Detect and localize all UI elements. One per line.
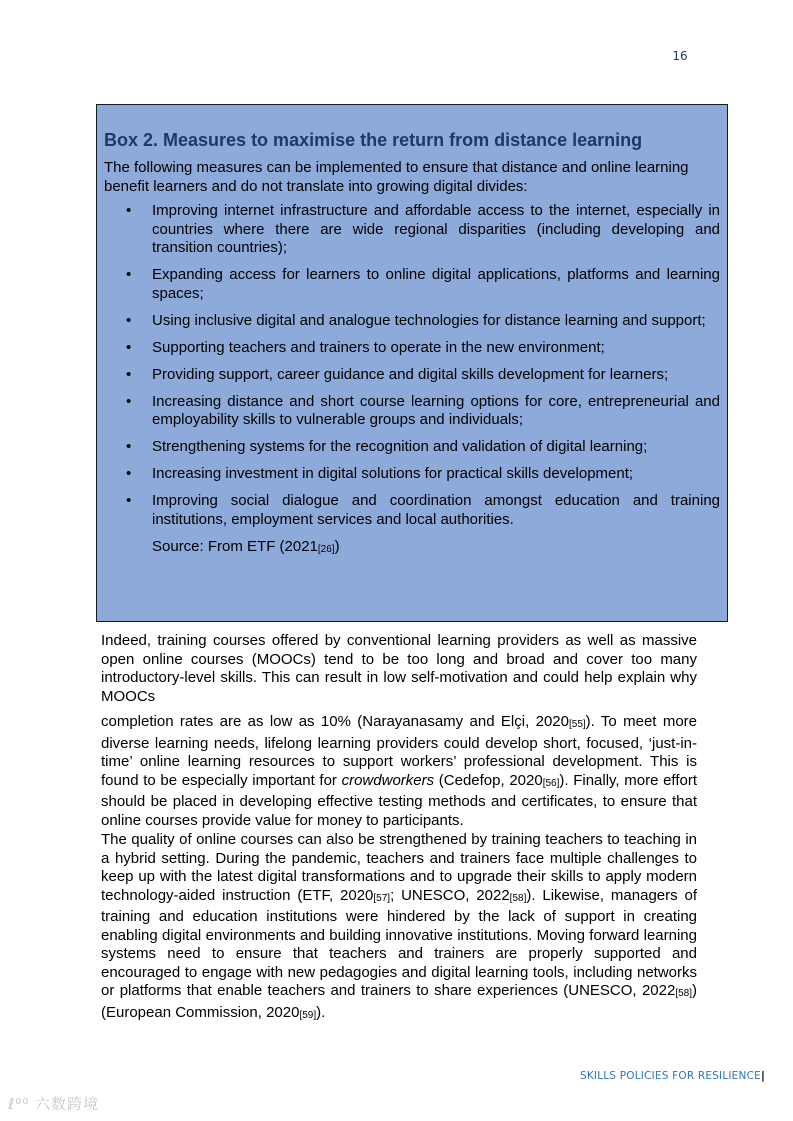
paragraph-text: completion rates are as low as 10% (Narayanasamy and Elçi, 2020	[101, 713, 569, 730]
source-text: Source: From ETF (2021	[152, 537, 318, 555]
paragraph-text: ). Finally, more effort should be placed in developing effective testing methods and certificates, to ensure that online courses provide value for money to participants.	[101, 771, 697, 829]
list-item	[126, 311, 720, 331]
bullet-icon: •	[126, 338, 132, 356]
citation-ref: [55]	[568, 719, 586, 730]
paragraph-text: ). To meet more diverse learning needs, lifelong learning providers could develop short, focused, ‘just-in-time’ online learning resources to support workers’ professional development. This is found to be especially important for	[101, 713, 698, 789]
list-item	[126, 392, 720, 430]
list-item	[126, 338, 720, 358]
list-item	[126, 365, 720, 385]
citation-ref: [56]	[542, 777, 560, 789]
list-item-text: Increasing investment in digital solutions for practical skills development;	[152, 465, 634, 482]
list-item-text: Expanding access for learners to online digital applications, platforms and learning spaces;	[152, 266, 720, 302]
bullet-icon: •	[126, 392, 132, 410]
citation-ref: [59]	[299, 1009, 317, 1021]
box-list	[104, 202, 720, 529]
running-footer	[560, 1070, 765, 1082]
list-item	[126, 266, 720, 303]
list-item-text: Providing support, career guidance and digital skills development for learners;	[152, 365, 669, 383]
body-paragraph-1: Indeed, training courses offered by conventional learning providers as well as massive open online courses (MOOCs) tend to be too long and broad and cover too many introductory-level skills. This can result in low self-motivation and could help explain why MOOCs	[101, 632, 697, 705]
list-item-text: Supporting teachers and trainers to operate in the new environment;	[152, 338, 605, 356]
citation-ref: [57]	[373, 892, 391, 904]
bullet-icon: •	[126, 202, 132, 219]
bullet-icon: •	[126, 311, 132, 329]
list-item-text: Using inclusive digital and analogue technologies for distance learning and support;	[152, 311, 706, 329]
list-item	[126, 202, 720, 258]
box-source	[152, 538, 720, 560]
list-item-text: Improving social dialogue and coordination amongst education and training institutions, employment services and local authorities.	[152, 492, 720, 528]
list-item	[126, 465, 720, 484]
list-item	[126, 438, 720, 457]
bullet-icon: •	[126, 465, 132, 482]
bullet-icon: •	[126, 365, 132, 383]
body-paragraph-2	[101, 713, 697, 830]
list-item	[126, 492, 720, 529]
watermark-logo: ℓ⁰⁰ 六数跨境	[8, 1095, 99, 1113]
paragraph-text: ).	[316, 1003, 326, 1021]
list-item-text: Strengthening systems for the recognition and validation of digital learning;	[152, 438, 648, 455]
list-item-text: Improving internet infrastructure and affordable access to the internet, especially in countries where there are wide regional disparities (including developing and transition countries);	[152, 202, 720, 256]
citation-ref: [58]	[509, 892, 527, 904]
paragraph-text: The quality of online courses can also be strengthened by training teachers to teaching in a hybrid setting. During the pandemic, teachers and trainers face multiple challenges to keep up with the latest digital transformations and to upgrade their skills to apply modern technology-aided instruction (ETF, 2020	[101, 831, 697, 904]
emphasis-text: crowdworkers	[341, 771, 435, 789]
bullet-icon: •	[126, 438, 132, 455]
paragraph-text: ; UNESCO, 2022	[390, 886, 510, 904]
info-box	[96, 104, 728, 622]
list-item-text: Increasing distance and short course learning options for core, entrepreneurial and employability skills to vulnerable groups and individuals;	[152, 392, 720, 428]
paragraph-text: ) (European Commission, 2020	[101, 982, 697, 1021]
paragraph-text: ). Likewise, managers of training and education institutions were hindered by the lack of support in creating enabling digital environments and building innovative institutions. Moving forward learning systems need to ensure that teachers and trainers are properly supported and encouraged to engage with new pedagogies and digital learning tools, including networks or platforms that enable teachers and trainers to share experiences (UNESCO, 2022	[101, 886, 697, 999]
bullet-icon: •	[126, 266, 132, 283]
citation-ref: [26]	[317, 543, 335, 555]
body-paragraph-3	[101, 831, 697, 1025]
page-number: 16	[672, 49, 688, 63]
citation-ref: [58]	[675, 988, 692, 999]
footer-title: SKILLS POLICIES FOR RESILIENCE	[579, 1070, 761, 1082]
paragraph-text: (Cedefop, 2020	[434, 771, 543, 789]
box-title: Box 2. Measures to maximise the return from distance learning	[104, 130, 643, 150]
bullet-icon: •	[126, 492, 132, 509]
box-intro: The following measures can be implemented to ensure that distance and online learning benefit learners and do not translate into growing digital divides:	[104, 159, 689, 195]
source-text-end: )	[334, 537, 340, 555]
footer-separator: |	[760, 1070, 765, 1082]
